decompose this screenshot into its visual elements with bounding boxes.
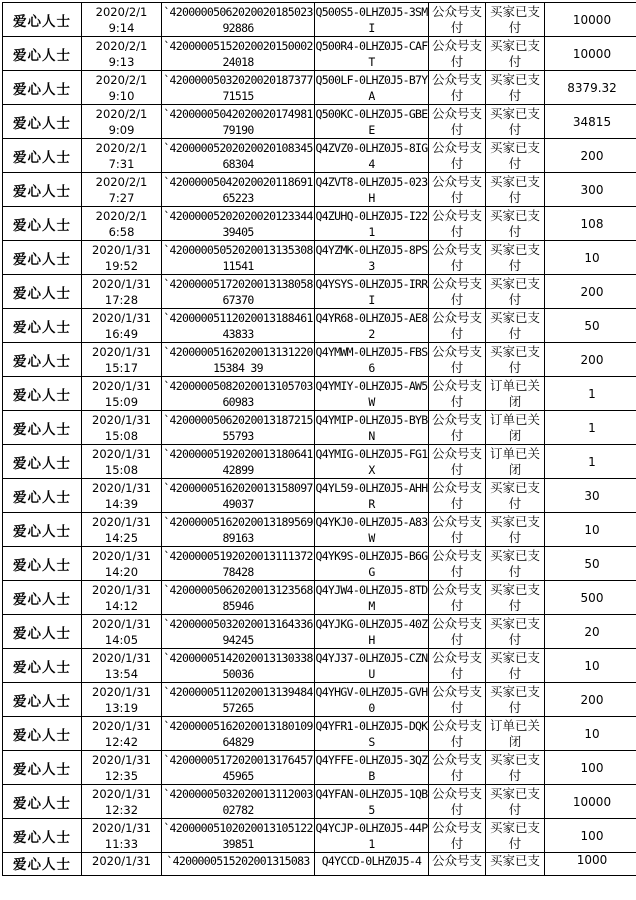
payment-channel-cell: 公众号支付 [429,717,486,751]
amount-cell: 10 [545,649,636,683]
payment-channel-cell: 公众号支付 [429,479,486,513]
donor-name-cell: 爱心人士 [3,615,82,649]
transaction-id-cell: `4200000520202002012334439405 [163,208,313,239]
order-number-cell: Q4YCCD-0LHZ0J5-4 [315,853,429,876]
payment-time-cell: 2020/1/31 13:19 [82,683,162,717]
order-number-cell: Q4YJ37-0LHZ0J5-CZNU [315,650,428,681]
payment-status-cell: 买家已支 [486,853,545,876]
table-row [3,751,636,785]
payment-channel-cell: 公众号支付 [429,207,486,241]
payment-channel-cell: 公众号支付 [429,581,486,615]
amount-cell: 10000 [545,37,636,71]
payment-status-cell: 买家已支付 [486,785,545,819]
table-row [3,513,636,547]
payment-time-cell: 2020/2/1 9:14 [82,3,162,37]
order-number-cell: Q4YFFE-0LHZ0J5-3QZB [315,752,428,783]
amount-cell: 10000 [545,785,636,819]
amount-cell: 10 [545,513,636,547]
amount-cell: 108 [545,207,636,241]
transaction-id-cell: `4200000503202002018737771515 [163,72,313,103]
payment-status-cell: 买家已支付 [486,37,545,71]
payment-status-cell: 买家已支付 [486,649,545,683]
order-number-cell: Q4YR68-0LHZ0J5-AE82 [315,310,428,341]
transaction-id-cell: `4200000519202001318064142899 [163,446,313,477]
table-row [3,343,636,377]
payment-channel-cell: 公众号支付 [429,649,486,683]
payment-channel-cell: 公众号支付 [429,105,486,139]
order-number-cell: Q4ZVZ0-0LHZ0J5-8IG4 [315,140,428,171]
donor-name-cell: 爱心人士 [3,377,82,411]
order-number-cell: Q4YMIY-0LHZ0J5-AW5W [315,378,428,409]
amount-cell: 1000 [545,853,636,876]
order-number-cell: Q4YMIP-0LHZ0J5-BYBN [315,412,428,443]
payment-channel-cell: 公众号支付 [429,411,486,445]
payment-time-cell: 2020/2/1 7:31 [82,139,162,173]
amount-cell: 1 [545,377,636,411]
table-row [3,3,636,37]
donor-name-cell: 爱心人士 [3,173,82,207]
payment-time-cell: 2020/1/31 15:08 [82,411,162,445]
payment-status-cell: 订单已关闭 [486,377,545,411]
amount-cell: 300 [545,173,636,207]
amount-cell: 10000 [545,3,636,37]
order-number-cell: Q4YJW4-0LHZ0J5-8TDM [315,582,428,613]
payment-status-cell: 买家已支付 [486,309,545,343]
payment-status-cell: 买家已支付 [486,71,545,105]
order-number-cell: Q4YFAN-0LHZ0J5-1QB5 [315,786,428,817]
payment-time-cell: 2020/1/31 [82,853,162,876]
payment-channel-cell: 公众号支付 [429,547,486,581]
payment-status-cell: 买家已支付 [486,275,545,309]
donor-name-cell: 爱心人士 [3,785,82,819]
table-row [3,411,636,445]
transaction-id-cell: `4200000514202001313033850036 [163,650,313,681]
payment-channel-cell: 公众号支付 [429,275,486,309]
transaction-id-cell: `4200000503202001316433694245 [163,616,313,647]
order-number-cell: Q4ZVT8-0LHZ0J5-023H [315,174,428,205]
transaction-id-cell: `4200000516202001315809749037 [163,480,313,511]
table-row [3,819,636,853]
donor-name-cell: 爱心人士 [3,751,82,785]
table-row [3,309,636,343]
payment-time-cell: 2020/1/31 12:32 [82,785,162,819]
transaction-id-cell: `4200000504202002011869165223 [163,174,313,205]
payment-time-cell: 2020/1/31 13:54 [82,649,162,683]
table-row [3,615,636,649]
amount-cell: 200 [545,275,636,309]
payment-time-cell: 2020/1/31 16:49 [82,309,162,343]
payment-status-cell: 买家已支付 [486,241,545,275]
transaction-id-cell: `4200000517202001313805867370 [163,276,313,307]
table-row [3,479,636,513]
order-number-cell: Q4YMWM-0LHZ0J5-FBS6 [315,344,428,375]
order-number-cell: Q500S5-0LHZ0J5-3SMI [315,4,428,35]
order-number-cell: Q4YCJP-0LHZ0J5-44P1 [315,820,428,851]
payment-channel-cell: 公众号支付 [429,683,486,717]
amount-cell: 200 [545,343,636,377]
order-number-cell: Q500R4-0LHZ0J5-CAFT [315,38,428,69]
amount-cell: 1 [545,411,636,445]
order-number-cell: Q4YSYS-0LHZ0J5-IRRI [315,276,428,307]
table-row [3,445,636,479]
donor-name-cell: 爱心人士 [3,343,82,377]
amount-cell: 10 [545,241,636,275]
transaction-id-cell: `4200000517202001317645745965 [163,752,313,783]
payment-status-cell: 买家已支付 [486,751,545,785]
payment-status-cell: 买家已支付 [486,581,545,615]
donor-name-cell: 爱心人士 [3,445,82,479]
table-row [3,649,636,683]
payment-time-cell: 2020/2/1 9:13 [82,37,162,71]
amount-cell: 200 [545,139,636,173]
amount-cell: 10 [545,717,636,751]
payment-time-cell: 2020/1/31 14:12 [82,581,162,615]
payment-time-cell: 2020/1/31 14:25 [82,513,162,547]
order-number-cell: Q4YFR1-0LHZ0J5-DQKS [315,718,428,749]
payment-time-cell: 2020/1/31 19:52 [82,241,162,275]
order-number-cell: Q4YL59-0LHZ0J5-AHHR [315,480,428,511]
donor-name-cell: 爱心人士 [3,581,82,615]
payment-time-cell: 2020/2/1 7:27 [82,173,162,207]
donor-name-cell: 爱心人士 [3,207,82,241]
amount-cell: 30 [545,479,636,513]
payment-channel-cell: 公众号支付 [429,751,486,785]
payment-time-cell: 2020/1/31 14:20 [82,547,162,581]
transaction-id-cell: `4200000504202002017498179190 [163,106,313,137]
donor-name-cell: 爱心人士 [3,275,82,309]
payment-channel-cell: 公众号支 [429,853,486,876]
table-row [3,717,636,751]
payment-time-cell: 2020/1/31 14:05 [82,615,162,649]
payment-time-cell: 2020/1/31 12:35 [82,751,162,785]
transaction-id-cell: `4200000511202001313948457265 [163,684,313,715]
donor-name-cell: 爱心人士 [3,853,82,876]
order-number-cell: Q4YZMK-0LHZ0J5-8PS3 [315,242,428,273]
order-number-cell: Q4ZUHQ-0LHZ0J5-I221 [315,208,428,239]
transaction-id-cell: `4200000516202001318956989163 [163,514,313,545]
table-row [3,207,636,241]
table-row [3,785,636,819]
table-row [3,71,636,105]
table-row [3,173,636,207]
payment-channel-cell: 公众号支付 [429,241,486,275]
payment-time-cell: 2020/1/31 15:09 [82,377,162,411]
donor-name-cell: 爱心人士 [3,819,82,853]
transaction-id-cell: `4200000515202001315083 [162,853,315,876]
order-number-cell: Q4YJKG-0LHZ0J5-40ZH [315,616,428,647]
table-row [3,683,636,717]
transaction-id-cell: `4200000506202002018502392886 [163,4,313,35]
amount-cell: 50 [545,309,636,343]
donor-name-cell: 爱心人士 [3,105,82,139]
table-row [3,547,636,581]
payment-channel-cell: 公众号支付 [429,71,486,105]
amount-cell: 34815 [545,105,636,139]
order-number-cell: Q4YK9S-0LHZ0J5-B6GG [315,548,428,579]
donor-name-cell: 爱心人士 [3,513,82,547]
payment-status-cell: 买家已支付 [486,513,545,547]
payment-channel-cell: 公众号支付 [429,139,486,173]
amount-cell: 100 [545,751,636,785]
payment-time-cell: 2020/2/1 9:10 [82,71,162,105]
donation-ledger-table [2,2,636,876]
payment-channel-cell: 公众号支付 [429,615,486,649]
payment-time-cell: 2020/1/31 14:39 [82,479,162,513]
payment-status-cell: 买家已支付 [486,547,545,581]
donor-name-cell: 爱心人士 [3,411,82,445]
transaction-id-cell: `4200000503202001311200302782 [163,786,313,817]
payment-channel-cell: 公众号支付 [429,37,486,71]
payment-status-cell: 买家已支付 [486,615,545,649]
donor-name-cell: 爱心人士 [3,547,82,581]
table-row [3,139,636,173]
amount-cell: 100 [545,819,636,853]
transaction-id-cell: `4200000508202001310570360983 [163,378,313,409]
payment-time-cell: 2020/1/31 15:08 [82,445,162,479]
transaction-id-cell: `4200000506202001318721555793 [163,412,313,443]
payment-channel-cell: 公众号支付 [429,309,486,343]
ledger-body [3,3,636,876]
transaction-id-cell: `4200000520202002010834568304 [163,140,313,171]
donor-name-cell: 爱心人士 [3,139,82,173]
amount-cell: 20 [545,615,636,649]
donor-name-cell: 爱心人士 [3,309,82,343]
table-row [3,241,636,275]
transaction-id-cell: `4200000516202001313122015384 39 [163,344,313,375]
payment-channel-cell: 公众号支付 [429,377,486,411]
transaction-id-cell: `4200000505202001313530811541 [163,242,313,273]
table-row [3,853,636,876]
payment-status-cell: 买家已支付 [486,479,545,513]
table-row [3,275,636,309]
payment-status-cell: 买家已支付 [486,819,545,853]
donor-name-cell: 爱心人士 [3,683,82,717]
order-number-cell: Q500KC-0LHZ0J5-GBEE [315,106,428,137]
payment-status-cell: 订单已关闭 [486,717,545,751]
payment-channel-cell: 公众号支付 [429,173,486,207]
payment-status-cell: 买家已支付 [486,173,545,207]
table-row [3,37,636,71]
table-row [3,581,636,615]
transaction-id-cell: `4200000516202001318010964829 [163,718,313,749]
payment-channel-cell: 公众号支付 [429,513,486,547]
payment-time-cell: 2020/2/1 6:58 [82,207,162,241]
payment-status-cell: 买家已支付 [486,683,545,717]
amount-cell: 200 [545,683,636,717]
transaction-id-cell: `4200000506202001312356885946 [163,582,313,613]
payment-channel-cell: 公众号支付 [429,785,486,819]
payment-channel-cell: 公众号支付 [429,445,486,479]
order-number-cell: Q4YMIG-0LHZ0J5-FG1X [315,446,428,477]
transaction-id-cell: `4200000519202001311137278428 [163,548,313,579]
payment-channel-cell: 公众号支付 [429,343,486,377]
payment-channel-cell: 公众号支付 [429,819,486,853]
donor-name-cell: 爱心人士 [3,3,82,37]
donor-name-cell: 爱心人士 [3,649,82,683]
payment-time-cell: 2020/2/1 9:09 [82,105,162,139]
donor-name-cell: 爱心人士 [3,479,82,513]
table-row [3,377,636,411]
table-row [3,105,636,139]
amount-cell: 50 [545,547,636,581]
transaction-id-cell: `4200000515202002015000224018 [163,38,313,69]
payment-status-cell: 订单已关闭 [486,445,545,479]
payment-status-cell: 买家已支付 [486,105,545,139]
payment-status-cell: 订单已关闭 [486,411,545,445]
amount-cell: 8379.32 [545,71,636,105]
payment-channel-cell: 公众号支付 [429,3,486,37]
order-number-cell: Q4YKJ0-0LHZ0J5-A83W [315,514,428,545]
order-number-cell: Q500LF-0LHZ0J5-B7YA [315,72,428,103]
payment-time-cell: 2020/1/31 11:33 [82,819,162,853]
amount-cell: 1 [545,445,636,479]
donor-name-cell: 爱心人士 [3,241,82,275]
payment-time-cell: 2020/1/31 12:42 [82,717,162,751]
donor-name-cell: 爱心人士 [3,37,82,71]
transaction-id-cell: `4200000511202001318846143833 [163,310,313,341]
amount-cell: 500 [545,581,636,615]
donor-name-cell: 爱心人士 [3,717,82,751]
payment-status-cell: 买家已支付 [486,3,545,37]
payment-status-cell: 买家已支付 [486,207,545,241]
payment-status-cell: 买家已支付 [486,139,545,173]
payment-time-cell: 2020/1/31 17:28 [82,275,162,309]
payment-status-cell: 买家已支付 [486,343,545,377]
payment-time-cell: 2020/1/31 15:17 [82,343,162,377]
donor-name-cell: 爱心人士 [3,71,82,105]
order-number-cell: Q4YHGV-0LHZ0J5-GVH0 [315,684,428,715]
transaction-id-cell: `4200000510202001310512239851 [163,820,313,851]
